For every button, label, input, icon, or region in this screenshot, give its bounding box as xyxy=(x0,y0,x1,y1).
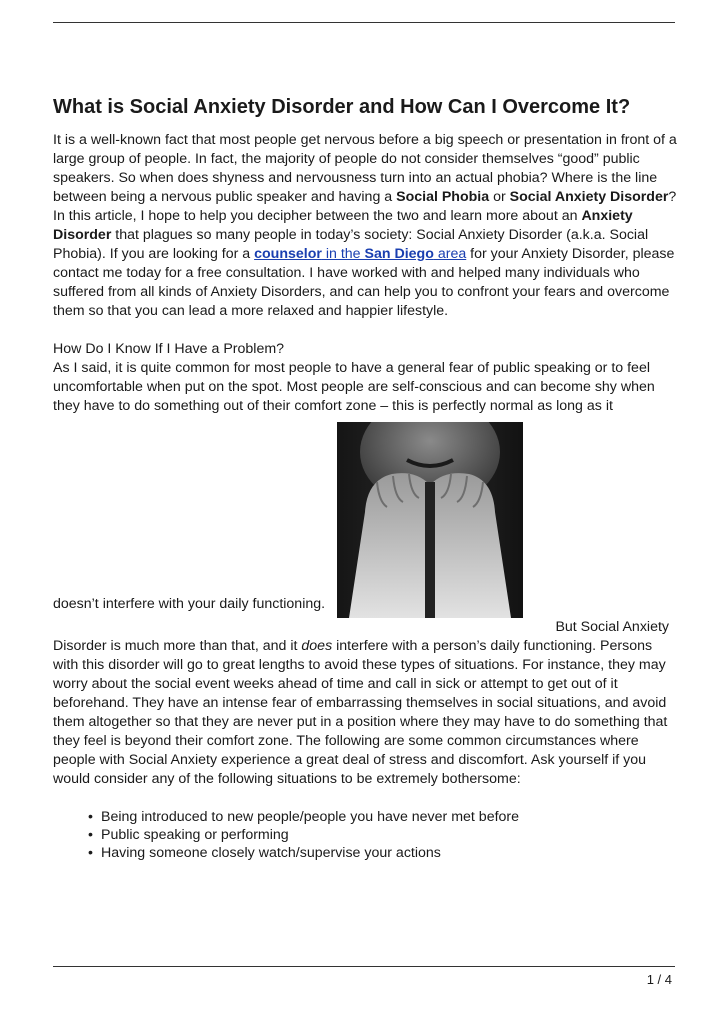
header-rule xyxy=(53,22,675,23)
list-item xyxy=(88,826,677,844)
section-heading: How Do I Know If I Have a Problem? xyxy=(53,341,285,357)
list-item-text: Being introduced to new people/people you have never met before xyxy=(101,809,520,825)
intro-text-1: It is a well-known fact that most people get nervous before a big speech or presentation in front of a large group of people. In fact, the majority of people do not consider themselves “good” public speakers. So when does shyness and nervousness turn into an actual phobia? Where is the line between being a nervous public speaker and having a xyxy=(53,132,677,205)
bullet-icon: • xyxy=(88,827,93,843)
intro-text-5: for your Anxiety Disorder, please contact me today for a free consultation. I have worked with and helped many individuals who suffered from all kinds of Anxiety Disorders, and can help you to confront your fears and overcome them so that you can lead a more relaxed and happier lifestyle. xyxy=(53,246,675,319)
image-line xyxy=(53,422,677,618)
para3-text-1: Disorder is much more than that, and it xyxy=(53,638,302,654)
list-item-text: Public speaking or performing xyxy=(101,827,289,843)
page-title: What is Social Anxiety Disorder and How Can I Overcome It? xyxy=(53,96,631,118)
intro-paragraph xyxy=(53,131,677,321)
footer-rule xyxy=(53,966,675,967)
anxious-person-photo xyxy=(337,422,523,618)
area-link[interactable]: area xyxy=(433,246,467,262)
bold-social-anxiety-disorder: Social Anxiety Disorder xyxy=(509,189,669,205)
counselor-link[interactable] xyxy=(254,246,434,262)
list-item xyxy=(88,808,677,826)
bullet-icon: • xyxy=(88,809,93,825)
bold-social-phobia: Social Phobia xyxy=(396,189,490,205)
para3-start: But Social Anxiety xyxy=(555,619,669,635)
para3-text-2: interfere with a person’s daily functioning. Persons with this disorder will go to great lengths to avoid these types of situations. For instance, they may worry about the social event weeks ahead of time and call in sick or attempt to get out of it beforehand. They have an intense fear of embarrassing themselves in social situations, and avoid them altogether so that they are never put in a position where they may have to do something that they feel is beyond their comfort zone. The following are some common circumstances where people with Social Anxiety experience a great deal of stress and discomfort. Ask yourself if you would consider any of the following situations to be extremely bothersome: xyxy=(53,638,668,787)
bold-anxiety-disorder: Anxiety Disorder xyxy=(53,208,633,243)
link-in-the: in the xyxy=(321,246,365,262)
intro-text-2: or xyxy=(489,189,510,205)
article xyxy=(53,95,677,862)
disorder-paragraph xyxy=(53,637,677,789)
list-item-text: Having someone closely watch/supervise your actions xyxy=(101,845,441,861)
emphasis-does: does xyxy=(301,638,333,654)
page-number: 1 / 4 xyxy=(646,972,672,987)
situations-list xyxy=(53,808,677,862)
problem-paragraph: As I said, it is quite common for most people to have a general fear of public speaking or to feel uncomfortable when put on the spot. Most people are self-conscious and can become shy when they have to do something out of their comfort zone – this is perfectly normal as long as it xyxy=(53,360,655,414)
list-item xyxy=(88,844,677,862)
intro-text-4: that plagues so many people in today’s society: Social Anxiety Disorder (a.k.a. Social Phobia). If you are looking for a xyxy=(53,227,649,262)
san-diego-link-text: San Diego xyxy=(364,246,434,262)
counselor-link-text: counselor xyxy=(254,246,322,262)
inline-text: doesn’t interfere with your daily functioning. xyxy=(53,596,326,612)
intro-text-3: ? In this article, I hope to help you decipher between the two and learn more about an xyxy=(53,189,677,224)
bullet-icon: • xyxy=(88,845,93,861)
